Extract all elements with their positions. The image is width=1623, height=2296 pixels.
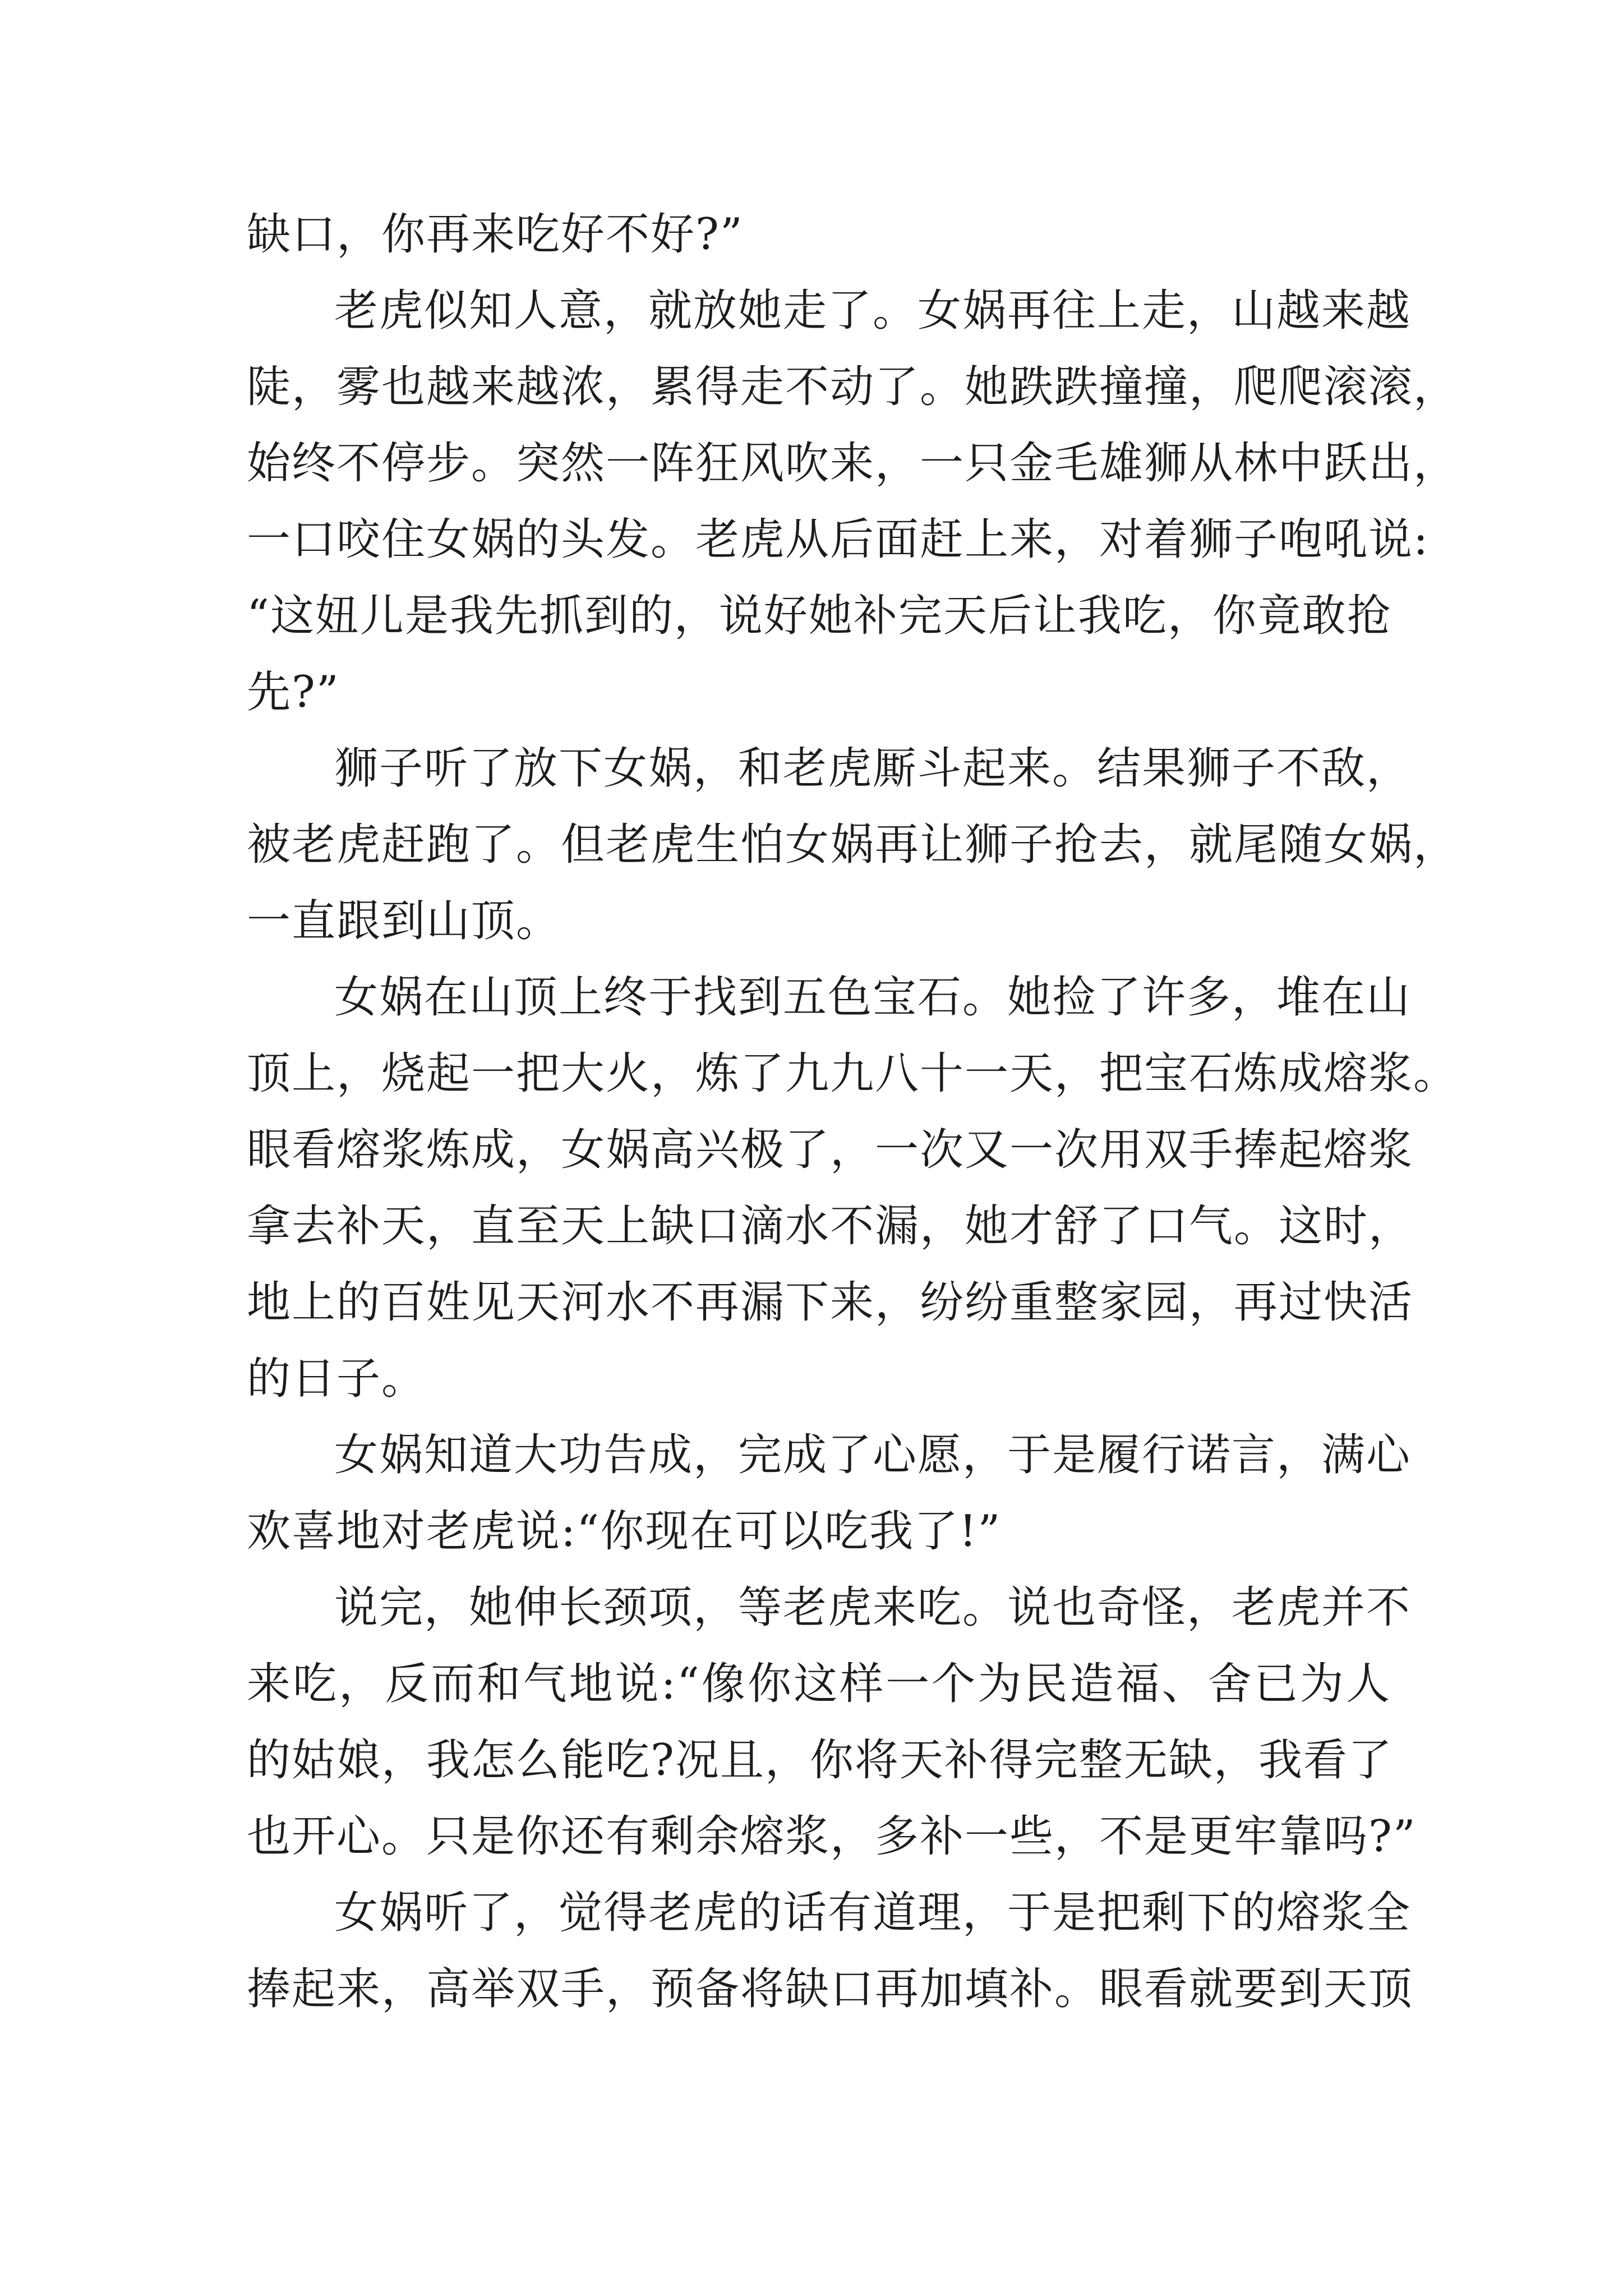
text-line: 狮子听了放下女娲，和老虎厮斗起来。结果狮子不敌，	[334, 743, 1412, 794]
paragraph-1	[247, 196, 1391, 273]
text-line: 说完，她伸长颈项，等老虎来吃。说也奇怪，老虎并不	[334, 1582, 1412, 1633]
text-line: 被老虎赶跑了。但老虎生怕女娲再让狮子抢去，就尾随女娲，	[247, 820, 1459, 870]
text-line: 欢喜地对老虎说:“你现在可以吃我了!”	[247, 1506, 1002, 1557]
text-line: 拿去补天，直至天上缺口滴水不漏，她才舒了口气。这时，	[247, 1201, 1414, 1251]
paragraph-3	[247, 730, 1459, 959]
body-text	[247, 196, 1459, 2027]
text-line: 捧起来，高举双手，预备将缺口再加填补。眼看就要到天顶	[247, 1964, 1414, 2014]
text-line: 的姑娘，我怎么能吃?况且，你将天补得完整无缺，我看了	[247, 1735, 1393, 1786]
text-line: 也开心。只是你还有剩余熔浆，多补一些，不是更牢靠吗?”	[247, 1811, 1417, 1862]
text-line: 陡，雾也越来越浓，累得走不动了。她跌跌撞撞，爬爬滚滚，	[247, 362, 1459, 412]
paragraph-6	[247, 1570, 1417, 1875]
paragraph-4	[247, 959, 1459, 1417]
text-line: 一直跟到山顶。	[247, 896, 561, 946]
paragraph-7	[247, 1875, 1414, 2027]
text-line: 老虎似知人意，就放她走了。女娲再往上走，山越来越	[334, 286, 1412, 336]
text-line: 顶上，烧起一把大火，炼了九九八十一天，把宝石炼成熔浆。	[247, 1048, 1459, 1099]
text-line: 先?”	[247, 667, 340, 717]
text-line: 一口咬住女娲的头发。老虎从后面赶上来，对着狮子咆吼说:	[247, 514, 1430, 565]
text-line: 女娲听了，觉得老虎的话有道理，于是把剩下的熔浆全	[334, 1888, 1412, 1938]
text-line: 女娲知道大功告成，完成了心愿，于是履行诺言，满心	[334, 1430, 1412, 1480]
text-line: 始终不停步。突然一阵狂风吹来，一只金毛雄狮从林中跃出，	[247, 438, 1459, 489]
paragraph-5	[247, 1417, 1412, 1570]
text-line: 的日子。	[247, 1354, 427, 1404]
paragraph-2	[247, 273, 1459, 730]
text-line: 来吃，反而和气地说:“像你这样一个为民造福、舍已为人	[247, 1659, 1391, 1709]
text-line: 女娲在山顶上终于找到五色宝石。她捡了许多，堆在山	[334, 972, 1412, 1023]
text-line: 眼看熔浆炼成，女娲高兴极了，一次又一次用双手捧起熔浆	[247, 1125, 1414, 1175]
text-line: “这妞儿是我先抓到的，说好她补完天后让我吃，你竟敢抢	[247, 591, 1392, 641]
text-line: 地上的百姓见天河水不再漏下来，纷纷重整家园，再过快活	[247, 1277, 1414, 1328]
text-line: 缺口，你再来吃好不好?”	[247, 209, 744, 260]
